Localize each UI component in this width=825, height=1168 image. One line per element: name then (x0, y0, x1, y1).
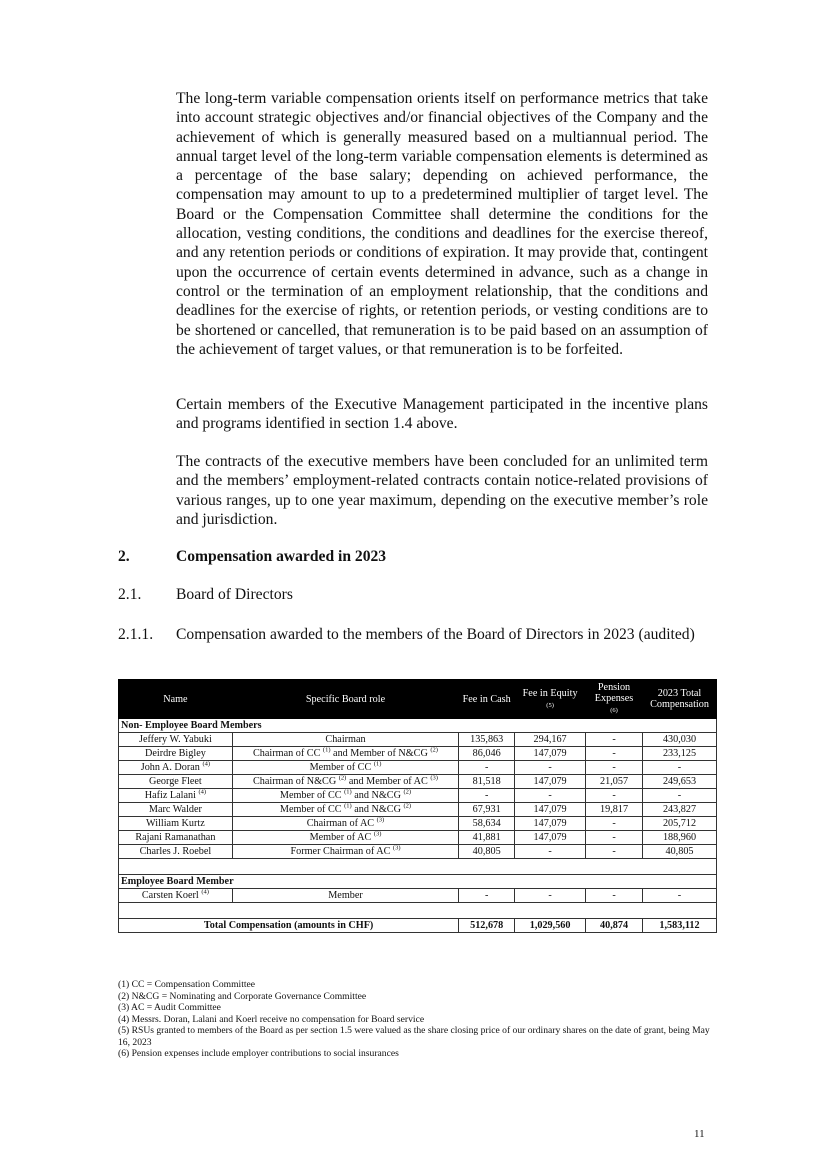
cell-name: George Fleet (119, 775, 233, 789)
table-row (119, 817, 717, 831)
footnote-marker: (3) (376, 816, 385, 824)
table-row (119, 775, 717, 789)
cell-name: Carsten Koerl $^{(4)}$ (119, 889, 233, 903)
footnote-marker: (1) (322, 746, 331, 754)
cell-cash: 86,046 (459, 747, 515, 761)
footnote: (5) RSUs granted to members of the Board as per section 1.5 were valued as the share closing price of our ordinary shares on the date of grant, being May 16, 2023 (118, 1025, 710, 1048)
footnote-marker: (1) (344, 802, 352, 810)
cell-total: 205,712 (643, 817, 717, 831)
cell-cash: 58,634 (459, 817, 515, 831)
section-number: 2. (118, 548, 130, 565)
non-employee-section-label: Non- Employee Board Members (119, 719, 717, 733)
cell-cash: 135,863 (459, 733, 515, 747)
subsection-number: 2.1. (118, 586, 142, 603)
table-row (119, 889, 717, 903)
cell-equity: - (515, 761, 586, 775)
cell-cash: - (459, 761, 515, 775)
footnote-marker: (2) (430, 746, 438, 754)
cell-total: - (643, 761, 717, 775)
total-pension: 40,874 (586, 919, 643, 933)
paragraph-ltvc: The long-term variable compensation orients itself on performance metrics that take into account strategic objectives and/or financial objectives of the Company and the achievement of which is generally measured based on a multiannual period. The annual target level of the long-term variable compensation elements is determined as a percentage of the base salary; depending on achieved performance, the compensation may amount to up to a predetermined multiplier of target level. The Board or the Compensation Committee shall determine the conditions for the allocation, vesting conditions, the conditions and deadlines for the exercise thereof, and any retention periods or conditions of expiration. It may provide that, contingent upon the occurrence of certain events determined in advance, such as a change in control or the termination of an employment relationship, that the conditions and deadlines for the exercise of rights, or retention periods, or vesting conditions are to be shortened or cancelled, that remuneration is to be paid based on an assumption of the achievement of target values, or that remuneration is to be forfeited. (176, 90, 708, 358)
table-row (119, 747, 717, 761)
table-row (119, 733, 717, 747)
cell-total: 249,653 (643, 775, 717, 789)
table-row (119, 803, 717, 817)
cell-total: 233,125 (643, 747, 717, 761)
header-equity-label: Fee in Equity (522, 687, 578, 699)
cell-pension: - (586, 747, 643, 761)
footnote-marker: (2) (403, 788, 412, 796)
cell-name: John A. Doran $^{(4)}$ (119, 761, 233, 775)
cell-role: Chairman of AC $^{(3)}$ (232, 817, 458, 831)
cell-pension: - (586, 889, 643, 903)
total-total: 1,583,112 (643, 919, 717, 933)
page-number: 11 (694, 1128, 705, 1140)
footnote-marker: (4) (201, 888, 209, 896)
cell-role: Former Chairman of AC $^{(3)}$ (232, 845, 458, 859)
blank-cell (119, 903, 717, 919)
cell-role: Member of CC $^{(1)}$ (232, 761, 458, 775)
cell-cash: 40,805 (459, 845, 515, 859)
cell-cash: 81,518 (459, 775, 515, 789)
cell-equity: 147,079 (515, 775, 586, 789)
cell-pension: - (586, 789, 643, 803)
cell-role: Chairman of N&CG $^{(2)}$ and Member of AC $^{(3)}$ (232, 775, 458, 789)
cell-equity: - (515, 789, 586, 803)
board-compensation-table (118, 679, 717, 933)
cell-name: Charles J. Roebel (119, 845, 233, 859)
cell-total: - (643, 889, 717, 903)
footnote: (3) AC = Audit Committee (118, 1002, 221, 1013)
cell-role: Member of CC $^{(1)}$ and N&CG $^{(2)}$ (232, 803, 458, 817)
cell-pension: 19,817 (586, 803, 643, 817)
header-role: Specific Board role (232, 680, 458, 719)
cell-equity: 294,167 (515, 733, 586, 747)
blank-row (119, 859, 717, 875)
blank-row (119, 903, 717, 919)
total-cash: 512,678 (459, 919, 515, 933)
footnote: (2) N&CG = Nominating and Corporate Governance Committee (118, 990, 367, 1002)
cell-role: Member (232, 889, 458, 903)
cell-name: William Kurtz (119, 817, 233, 831)
footnote-marker: (3) (373, 830, 382, 838)
footnote: (4) Messrs. Doran, Lalani and Koerl receive no compensation for Board service (118, 1013, 425, 1025)
cell-pension: 21,057 (586, 775, 643, 789)
cell-total: 430,030 (643, 733, 717, 747)
cell-equity: 147,079 (515, 803, 586, 817)
cell-role: Member of AC $^{(3)}$ (232, 831, 458, 845)
cell-name: Deirdre Bigley (119, 747, 233, 761)
footnote: (6) Pension expenses include employer contributions to social insurances (118, 1048, 399, 1059)
subsection-title: Board of Directors (176, 586, 293, 603)
employee-section-label: Employee Board Member (119, 875, 717, 889)
footnote-marker: (1) (373, 760, 382, 768)
header-pension-footnote: (6) (610, 707, 618, 714)
cell-equity: - (515, 889, 586, 903)
header-equity (515, 680, 586, 719)
cell-total: - (643, 789, 717, 803)
cell-pension: - (586, 761, 643, 775)
total-row (119, 919, 717, 933)
footnote-marker: (3) (392, 844, 401, 852)
cell-equity: 147,079 (515, 817, 586, 831)
header-pension-label: Pension Expenses (594, 682, 634, 704)
cell-name: Jeffery W. Yabuki (119, 733, 233, 747)
section-title: Compensation awarded in 2023 (176, 548, 387, 565)
cell-name: Rajani Ramanathan (119, 831, 233, 845)
footnote-marker: (2) (338, 774, 347, 782)
table-row (119, 845, 717, 859)
cell-cash: - (459, 789, 515, 803)
cell-name: Marc Walder (119, 803, 233, 817)
header-equity-footnote: (5) (546, 701, 554, 709)
footnotes (118, 979, 718, 1060)
table-header-row (119, 680, 717, 719)
cell-equity: - (515, 845, 586, 859)
subsubsection-number: 2.1.1. (118, 626, 154, 643)
footnote: (1) CC = Compensation Committee (118, 979, 256, 990)
header-name: Name (119, 680, 233, 719)
cell-pension: - (586, 733, 643, 747)
blank-cell (119, 859, 717, 875)
footnote-marker: (2) (403, 802, 412, 810)
cell-equity: 147,079 (515, 747, 586, 761)
cell-total: 188,960 (643, 831, 717, 845)
cell-name: Hafiz Lalani $^{(4)}$ (119, 789, 233, 803)
paragraph-contracts: The contracts of the executive members have been concluded for an unlimited term and the members’ employment-related contracts contain notice-related provisions of various ranges, up to one year maximum, depending on the executive member’s role and jurisdiction. (176, 453, 708, 528)
footnote-marker: (4) (198, 788, 207, 796)
cell-equity: 147,079 (515, 831, 586, 845)
header-total: 2023 Total Compensation (643, 680, 717, 719)
cell-cash: - (459, 889, 515, 903)
cell-role: Chairman of CC $^{(1)}$ and Member of N&CG $^{(2)}$ (232, 747, 458, 761)
cell-cash: 67,931 (459, 803, 515, 817)
subsubsection-title: Compensation awarded to the members of the Board of Directors in 2023 (audited) (176, 626, 695, 643)
footnote-marker: (3) (430, 774, 438, 782)
cell-pension: - (586, 845, 643, 859)
total-label: Total Compensation (amounts in CHF) (119, 919, 459, 933)
paragraph-incentive-plans: Certain members of the Executive Management participated in the incentive plans and programs identified in section 1.4 above. (176, 396, 708, 433)
footnote-marker: (1) (344, 788, 352, 796)
cell-role: Member of CC $^{(1)}$ and N&CG $^{(2)}$ (232, 789, 458, 803)
table-row (119, 789, 717, 803)
non-employee-section-row (119, 719, 717, 733)
cell-pension: - (586, 831, 643, 845)
cell-total: 40,805 (643, 845, 717, 859)
total-equity: 1,029,560 (515, 919, 586, 933)
cell-role: Chairman (232, 733, 458, 747)
cell-cash: 41,881 (459, 831, 515, 845)
cell-pension: - (586, 817, 643, 831)
employee-section-row (119, 875, 717, 889)
table-row (119, 831, 717, 845)
table-row (119, 761, 717, 775)
header-pension (586, 680, 643, 719)
cell-total: 243,827 (643, 803, 717, 817)
header-cash: Fee in Cash (459, 680, 515, 719)
footnote-marker: (4) (202, 760, 211, 768)
